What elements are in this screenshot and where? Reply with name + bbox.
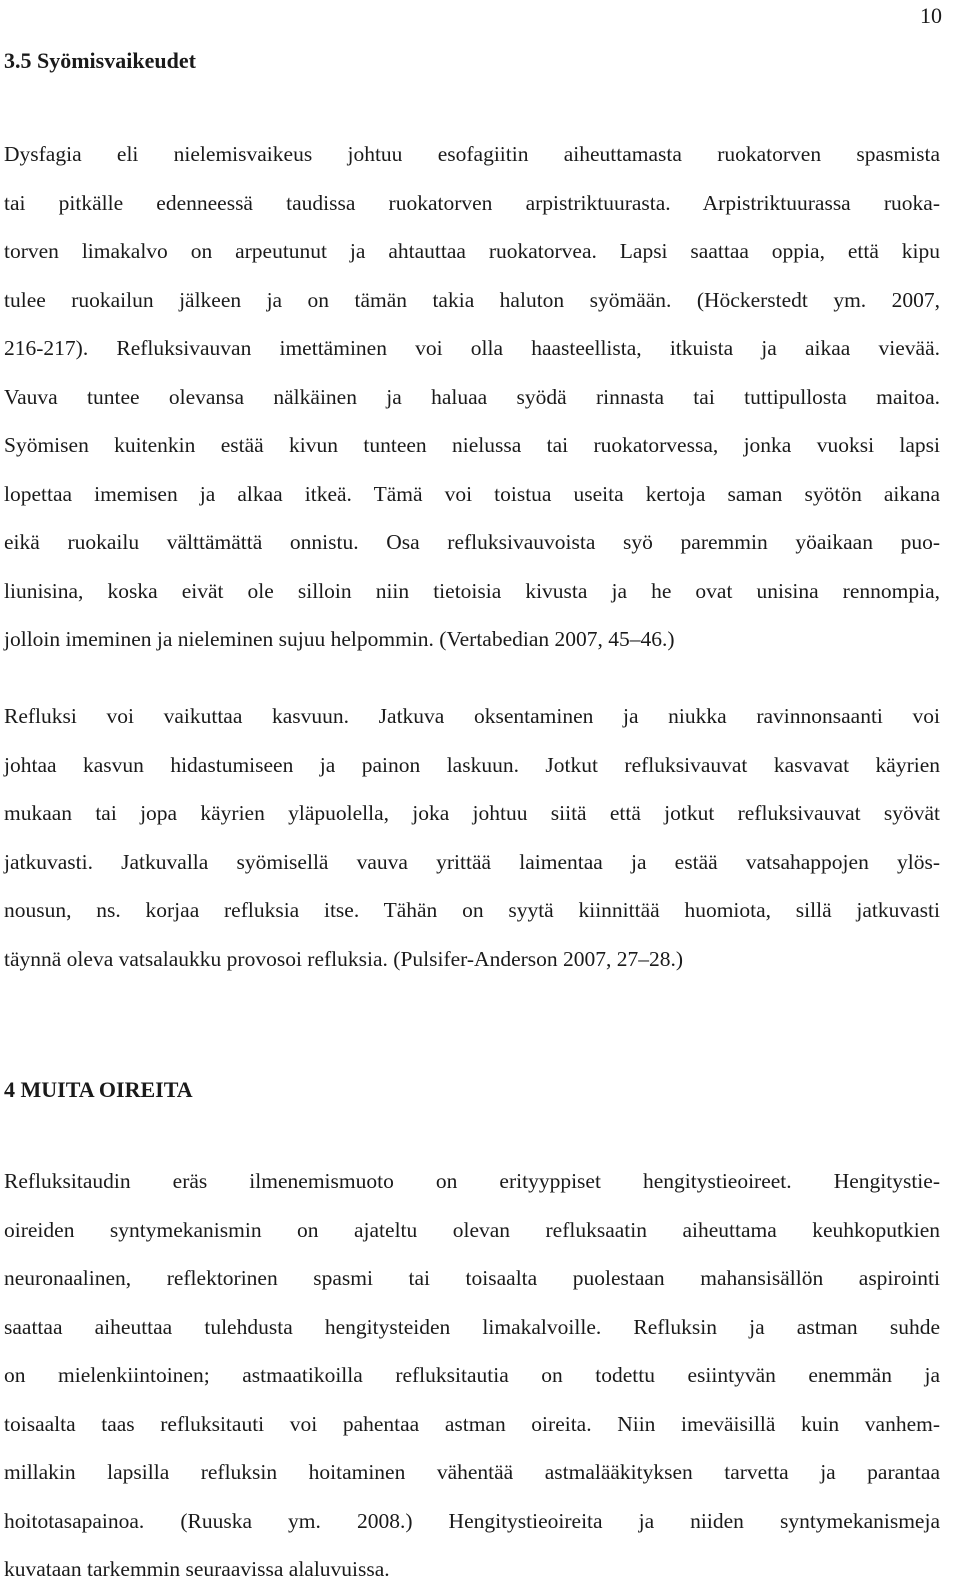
paragraph-line: lopettaa imemisen ja alkaa itkeä. Tämä voi toistua useita kertoja saman syötön aikana — [4, 481, 940, 506]
paragraph-line: Vauva tuntee olevansa nälkäinen ja haluaa syödä rinnasta tai tuttipullosta maitoa. — [4, 384, 940, 409]
paragraph-line: toisaalta taas refluksitauti voi pahentaa astman oireita. Niin imeväisillä kuin vanhem- — [4, 1411, 940, 1436]
paragraph-line: neuronaalinen, reflektorinen spasmi tai toisaalta puolestaan mahansisällön aspirointi — [4, 1266, 940, 1290]
paragraph-dysfagia — [4, 130, 940, 664]
section-heading-3-5: 3.5 Syömisvaikeudet — [4, 48, 196, 73]
paragraph-line: liunisina, koska eivät ole silloin niin tietoisia kivusta ja he ovat unisina rennompia, — [4, 578, 940, 603]
paragraph-line: torven limakalvo on arpeutunut ja ahtauttaa ruokatorvea. Lapsi saattaa oppia, että kipu — [4, 239, 940, 263]
paragraph-line: oireiden syntymekanismin on ajateltu olevan refluksaatin aiheuttama keuhkoputkien — [4, 1217, 940, 1242]
paragraph-hengitystieoireet — [4, 1157, 940, 1594]
paragraph-line: tulee ruokailun jälkeen ja on tämän takia haluton syömään. (Höckerstedt ym. 2007, — [4, 287, 940, 312]
paragraph-line: on mielenkiintoinen; astmaatikoilla refluksitautia on todettu esiintyvän enemmän ja — [4, 1363, 940, 1387]
paragraph-line: johtaa kasvun hidastumiseen ja painon laskuun. Jotkut refluksivauvat kasvavat käyrien — [4, 752, 940, 777]
paragraph-line: nousun, ns. korjaa refluksia itse. Tähän on syytä kiinnittää huomiota, sillä jatkuvasti — [4, 898, 940, 922]
paragraph-line: hoitotasapainoa. (Ruuska ym. 2008.) Hengitystieoireita ja niiden syntymekanismeja — [4, 1508, 940, 1533]
paragraph-line: Syömisen kuitenkin estää kivun tunteen nielussa tai ruokatorvessa, jonka vuoksi lapsi — [4, 433, 940, 457]
paragraph-line: täynnä oleva vatsalaukku provosoi refluksia. (Pulsifer-Anderson 2007, 27–28.) — [4, 946, 684, 971]
paragraph-line: millakin lapsilla refluksin hoitaminen vähentää astmalääkityksen tarvetta ja parantaa — [4, 1460, 940, 1484]
paragraph-line: Dysfagia eli nielemisvaikeus johtuu esofagiitin aiheuttamasta ruokatorven spasmista — [4, 142, 940, 166]
paragraph-line: jolloin imeminen ja nieleminen sujuu helpommin. (Vertabedian 2007, 45–46.) — [4, 627, 675, 651]
paragraph-line: kuvataan tarkemmin seuraavissa alaluvuissa. — [4, 1557, 390, 1581]
paragraph-line: mukaan tai jopa käyrien yläpuolella, joka johtuu siitä että jotkut refluksivauvat syövät — [4, 801, 940, 825]
paragraph-line: Refluksitaudin eräs ilmenemismuoto on erityyppiset hengitystieoireet. Hengitystie- — [4, 1169, 940, 1193]
paragraph-line: 216-217). Refluksivauvan imettäminen voi olla haasteellista, itkuista ja aikaa vievää. — [4, 336, 940, 360]
paragraph-line: Refluksi voi vaikuttaa kasvuun. Jatkuva oksentaminen ja niukka ravinnonsaanti voi — [4, 704, 940, 728]
paragraph-line: tai pitkälle edenneessä taudissa ruokatorven arpistriktuurasta. Arpistriktuurassa ruoka- — [4, 190, 940, 215]
paragraph-line: jatkuvasti. Jatkuvalla syömisellä vauva yrittää laimentaa ja estää vatsahappojen ylös- — [4, 849, 940, 874]
section-heading-4: 4 MUITA OIREITA — [4, 1077, 193, 1102]
paragraph-line: eikä ruokailu välttämättä onnistu. Osa refluksivauvoista syö paremmin yöaikaan puo- — [4, 530, 940, 554]
paragraph-kasvu — [4, 692, 940, 983]
paragraph-line: saattaa aiheuttaa tulehdusta hengitysteiden limakalvoille. Refluksin ja astman suhde — [4, 1314, 940, 1339]
page-number: 10 — [920, 3, 942, 28]
